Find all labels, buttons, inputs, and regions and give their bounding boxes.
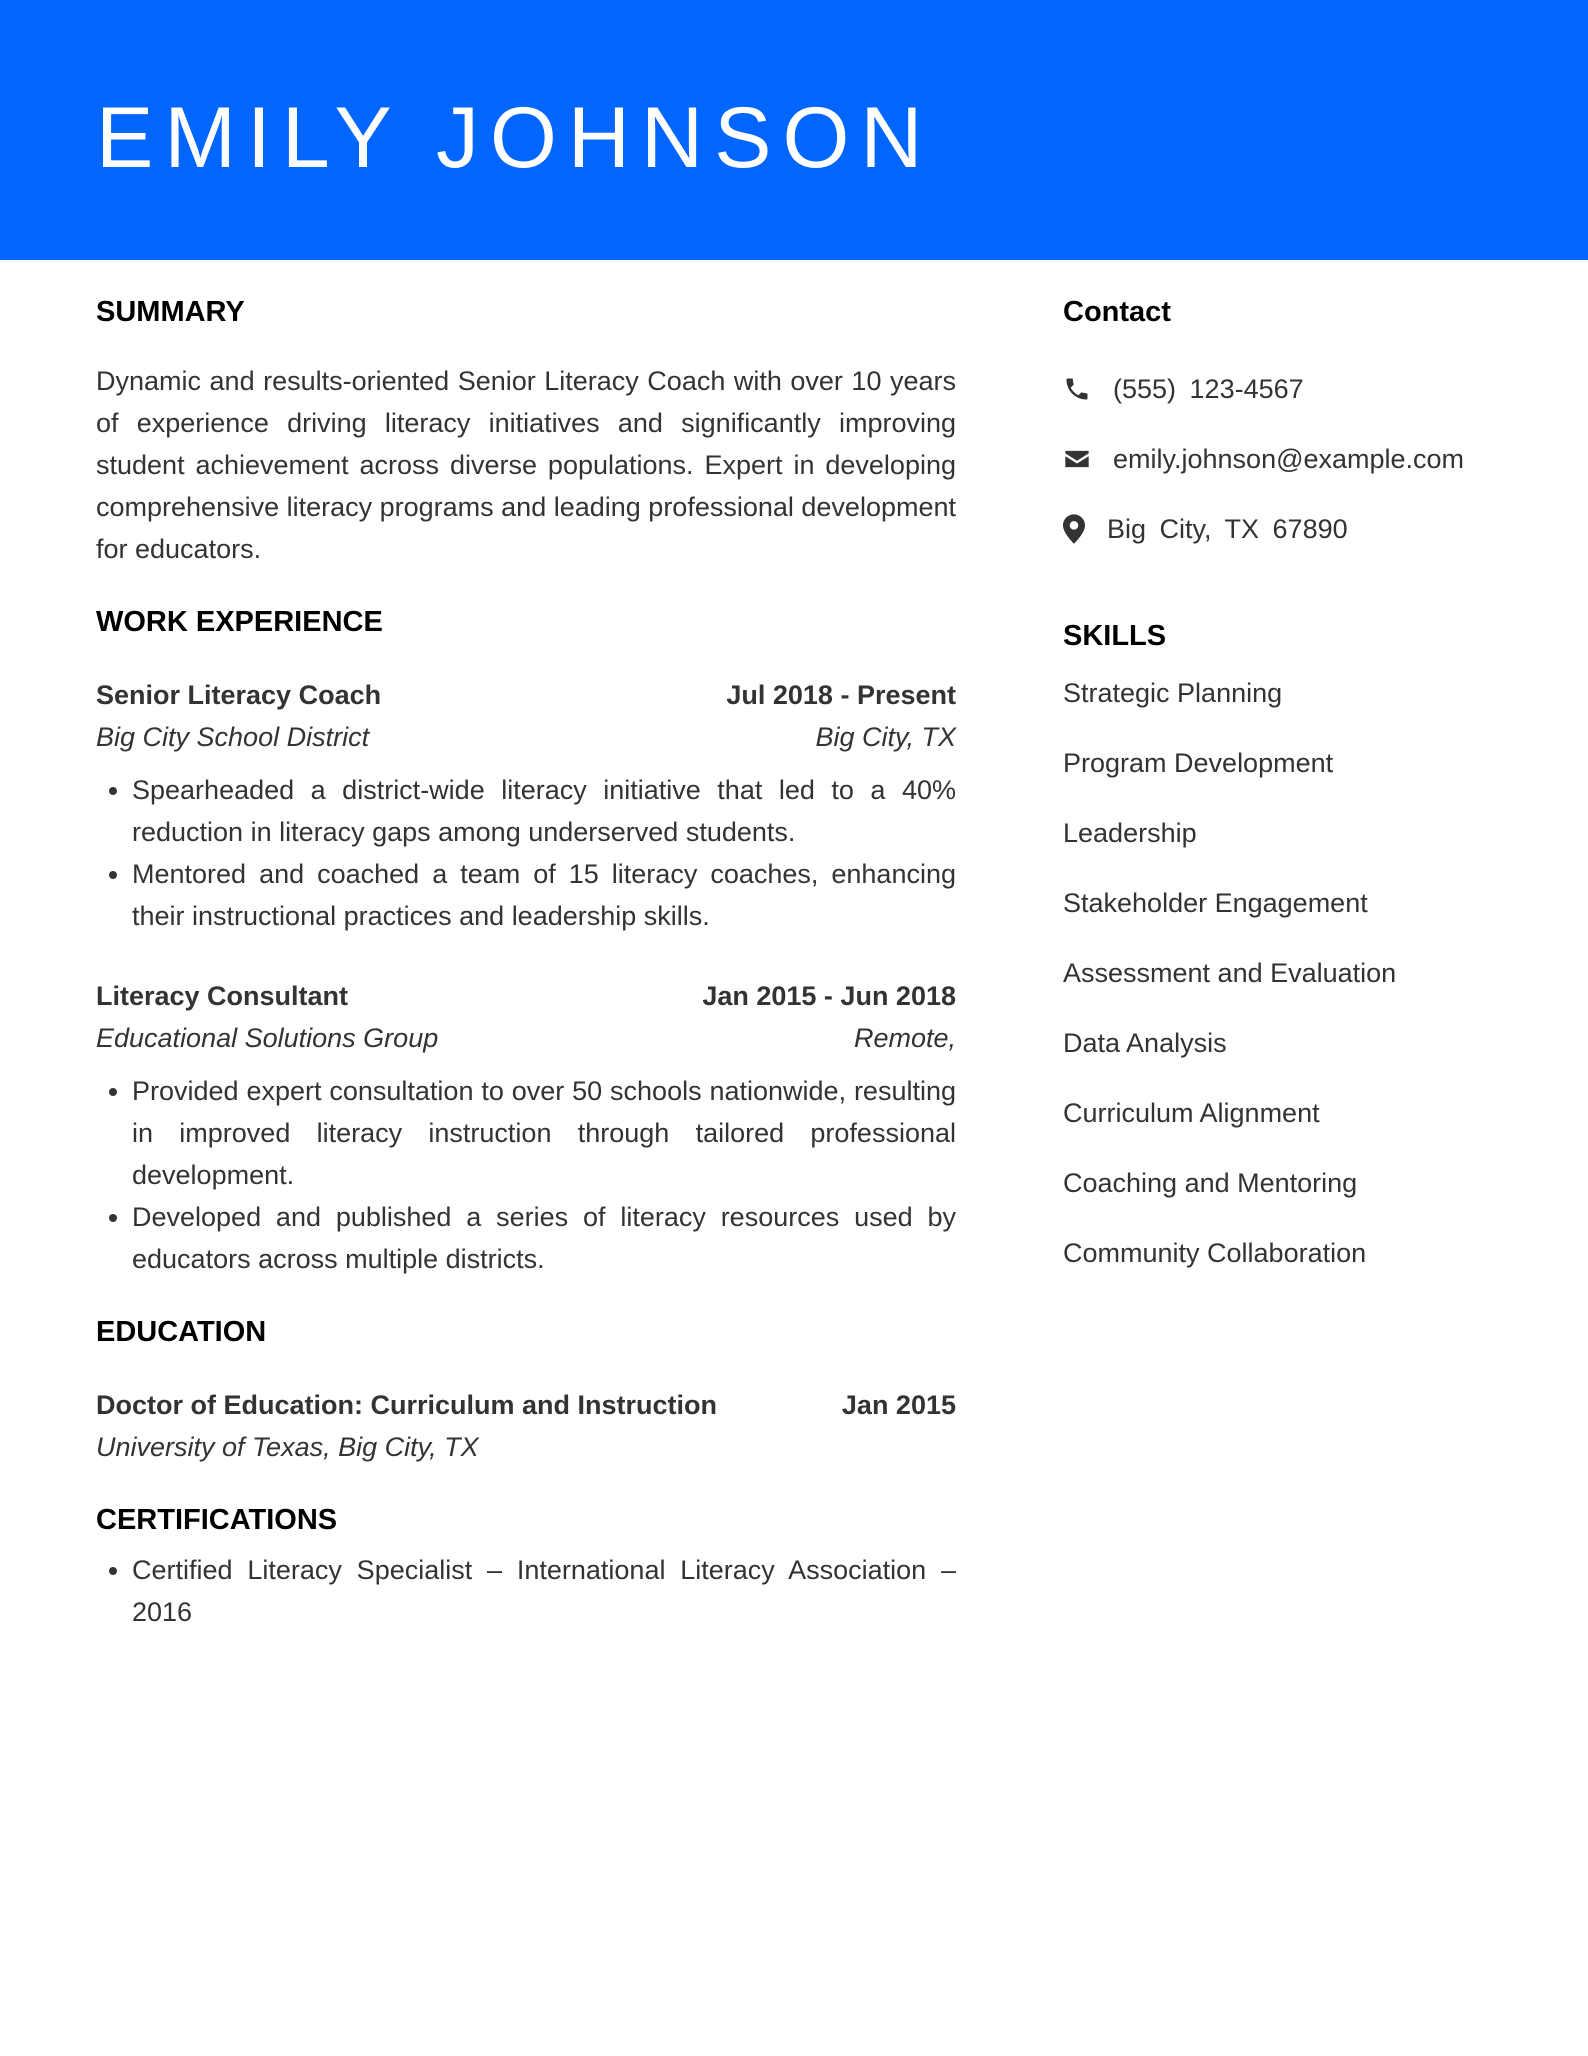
certifications-heading: CERTIFICATIONS [96,1504,338,1536]
header-banner [0,0,1588,260]
job-title: Senior Literacy Coach [96,680,382,710]
contact-section [1063,294,1523,550]
job-entry [96,975,956,1280]
job-location: Big City, TX [815,722,956,752]
phone-icon [1063,374,1093,404]
job-dates: Jan 2015 - Jun 2018 [702,981,956,1011]
candidate-name: EMILY JOHNSON [96,90,934,186]
contact-phone [1063,368,1523,410]
skill-item: Program Development [1063,748,1334,778]
sidebar-column [1063,294,1523,1302]
skill-item: Stakeholder Engagement [1063,888,1368,918]
job-entry [96,674,956,937]
map-pin-icon [1063,514,1087,544]
degree-date: Jan 2015 [841,1390,956,1420]
job-bullet: • Spearheaded a district-wide literacy initiative that led to a 40% reduction in literacy gaps among underserved students. [132,769,956,853]
job-organization: Big City School District [96,722,370,752]
email-address[interactable]: emily.johnson@example.com [1113,444,1465,474]
skills-list [1063,672,1523,1274]
phone-number[interactable]: (555) 123-4567 [1113,374,1304,404]
job-bullet: • Developed and published a series of literacy resources used by educators across multiple districts. [132,1196,956,1280]
skill-item: Coaching and Mentoring [1063,1168,1358,1198]
job-title: Literacy Consultant [96,981,349,1011]
certification-list [96,1549,956,1633]
certifications-section [96,1502,956,1633]
skills-heading: SKILLS [1063,620,1167,652]
summary-text: Dynamic and results-oriented Senior Literacy Coach with over 10 years of experience driving literacy initiatives and significantly improving student achievement across diverse populations. Expert in developing comprehensive literacy programs and leading professional development for educators. [96,366,956,564]
job-organization: Educational Solutions Group [96,1023,439,1053]
job-dates: Jul 2018 - Present [726,680,956,710]
certification-item: • Certified Literacy Specialist – International Literacy Association – 2016 [132,1549,956,1633]
contact-email [1063,438,1523,480]
skill-item: Data Analysis [1063,1028,1227,1058]
work-experience-heading: WORK EXPERIENCE [96,606,383,638]
main-column [96,294,956,1633]
contact-heading: Contact [1063,296,1171,328]
skill-item: Community Collaboration [1063,1238,1367,1268]
skill-item: Strategic Planning [1063,678,1283,708]
degree-title: Doctor of Education: Curriculum and Instruction [96,1390,717,1420]
location-text: Big City, TX 67890 [1107,514,1348,544]
contact-location [1063,508,1523,550]
job-bullet: • Mentored and coached a team of 15 literacy coaches, enhancing their instructional practices and leadership skills. [132,853,956,937]
contact-list [1063,368,1523,550]
summary-section [96,294,956,570]
skill-item: Assessment and Evaluation [1063,958,1397,988]
work-experience-section [96,604,956,1280]
education-section [96,1314,956,1468]
job-bullet: • Provided expert consultation to over 50 schools nationwide, resulting in improved literacy instruction through tailored professional development. [132,1070,956,1196]
skill-item: Curriculum Alignment [1063,1098,1320,1128]
education-entry [96,1384,956,1468]
skills-section [1063,618,1523,1274]
summary-heading: SUMMARY [96,296,245,328]
job-bullets [96,769,956,937]
job-bullets [96,1070,956,1280]
education-heading: EDUCATION [96,1316,267,1348]
job-location: Remote, [853,1023,956,1053]
envelope-icon [1063,444,1093,474]
skill-item: Leadership [1063,818,1197,848]
school-name: University of Texas, Big City, TX [96,1432,479,1462]
